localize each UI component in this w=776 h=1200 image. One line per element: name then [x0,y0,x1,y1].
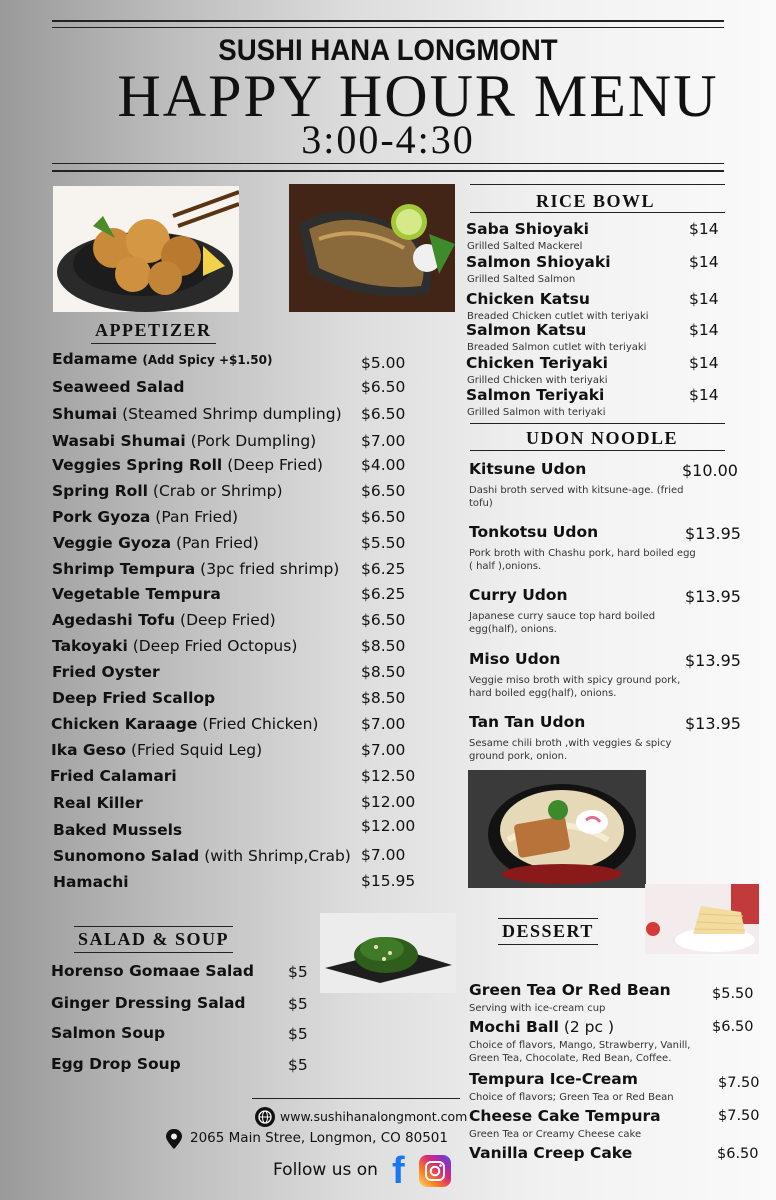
rice-bowl-item [466,386,604,404]
appetizer-item [52,432,316,450]
rice-bowl-top-rule [470,184,725,185]
appetizer-item [52,482,283,500]
item-name: Ika Geso [51,741,127,759]
appetizer-item [52,585,221,603]
item-price: $7.50 [718,1108,760,1124]
appetizer-item [51,741,262,759]
item-price: $7.00 [361,715,406,733]
item-price: $12.50 [361,767,416,785]
rice-bowl-item [466,354,608,372]
top-rule-thin [52,27,724,28]
item-note: (Pan Fried) [175,534,259,552]
item-description: Choice of flavors, Mango, Strawberry, Vanill, Green Tea, Chocolate, Red Bean, Coffee. [469,1040,691,1064]
rice-bowl-item [466,290,590,308]
appetizer-item [52,378,184,396]
item-price: $14 [689,321,719,339]
udon-item [469,586,568,604]
item-price: $8.50 [361,689,406,707]
item-description: Veggie miso broth with spicy ground pork, hard boiled egg(half), onions. [469,675,681,699]
item-price: $6.50 [361,482,406,500]
appetizer-item [52,456,323,474]
item-description: Breaded Chicken cutlet with teriyaki [467,311,649,322]
dessert-item [469,1018,614,1036]
item-description: Sesame chili broth ,with veggies & spicy ground pork, onion. [469,738,672,762]
item-price: $6.50 [717,1146,759,1162]
item-name: Miso Udon [469,650,561,668]
appetizer-item [53,821,182,839]
item-name: Edamame [52,350,138,368]
item-price: $10.00 [682,461,738,480]
address: 2065 Main Stree, Longmon, CO 80501 [190,1130,448,1146]
item-name: Mochi Ball [469,1018,559,1036]
item-price: $13.95 [685,587,741,606]
item-price: $5 [288,1056,308,1074]
item-name: Deep Fried Scallop [52,689,216,707]
item-price: $5 [288,963,308,981]
appetizer-item [51,715,318,733]
item-note: (Deep Fried) [227,456,323,474]
salad-soup-item [51,994,246,1012]
item-name: Agedashi Tofu [52,611,176,629]
appetizer-item [53,873,129,891]
karaage-photo [53,186,239,312]
rice-bowl-heading: RICE BOWL [536,191,656,211]
dessert-item [469,1107,661,1125]
item-description: Grilled Salted Salmon [467,274,576,285]
item-price: $6.50 [361,378,406,396]
dessert-item [469,1070,638,1088]
item-note: (Crab or Shrimp) [152,482,283,500]
item-note: (with Shrimp,Crab) [204,847,351,865]
item-price: $12.00 [361,793,416,811]
item-price: $13.95 [685,651,741,670]
udon-item [469,713,585,731]
item-price: $7.00 [361,846,406,864]
appetizer-item [52,405,342,423]
item-note: (Pan Fried) [155,508,239,526]
udon-bottom-rule [470,450,725,451]
appetizer-item [52,508,238,526]
globe-icon [255,1107,275,1127]
salad-soup-item [51,1055,181,1073]
item-name: Fried Oyster [52,663,160,681]
location-pin-icon [164,1128,184,1150]
rice-bowl-item [466,220,589,238]
appetizer-item [52,689,215,707]
item-price: $14 [689,354,719,372]
item-description: Grilled Chicken with teriyaki [467,375,608,386]
item-name: Ginger Dressing Salad [51,994,246,1012]
udon-item [469,460,586,478]
udon-item [469,650,560,668]
item-price: $13.95 [685,714,741,733]
top-rule [52,20,724,22]
item-name: Shrimp Tempura [52,560,196,578]
item-name: Shumai [52,405,118,423]
item-name: Salmon Katsu [466,321,587,339]
item-name: Hamachi [53,873,129,891]
item-price: $13.95 [685,524,741,543]
item-price: $5 [288,1025,308,1043]
happy-hour-time: 3:00-4:30 [301,117,475,162]
item-name: Fried Calamari [50,767,177,785]
item-price: $14 [689,220,719,238]
item-name: Veggies Spring Roll [52,456,223,474]
restaurant-name: SUSHI HANA LONGMONT [218,34,558,67]
item-name: Sunomono Salad [53,847,200,865]
item-name: Vanilla Creep Cake [469,1144,633,1162]
item-name: Tempura Ice-Cream [469,1070,638,1088]
appetizer-heading: APPETIZER [95,320,212,341]
item-name: Salmon Teriyaki [466,386,605,404]
appetizer-item [52,350,272,368]
appetizer-item [52,560,339,578]
salad-soup-item [51,962,254,980]
appetizer-item [53,794,143,812]
item-price: $14 [689,386,719,404]
item-description: Japanese curry sauce top hard boiled egg(half), onions. [469,611,656,635]
item-description: Serving with ice-cream cup [469,1003,606,1014]
item-name: Tonkotsu Udon [469,523,599,541]
item-name: Veggie Gyoza [53,534,172,552]
item-name: Vegetable Tempura [52,585,221,603]
item-note: (3pc fried shrimp) [200,560,340,578]
item-name: Spring Roll [52,482,148,500]
item-note: (Deep Fried) [180,611,276,629]
saba-photo [289,184,455,312]
item-name: Cheese Cake Tempura [469,1107,661,1125]
item-name: Horenso Gomaae Salad [51,962,254,980]
item-price: $5.00 [361,354,406,372]
item-note: (Pork Dumpling) [190,432,317,450]
udon-top-rule [470,423,725,424]
item-name: Tan Tan Udon [469,713,586,731]
item-description: Grilled Salmon with teriyaki [467,407,606,418]
header-bottom-rule-thick [52,170,724,172]
item-name: Salmon Shioyaki [466,253,611,271]
item-name: Pork Gyoza [52,508,151,526]
item-price: $6.25 [361,585,406,603]
item-price: $7.00 [361,741,406,759]
item-price: $7.50 [718,1075,760,1091]
item-price: $6.50 [361,508,406,526]
item-price: $15.95 [361,872,416,890]
footer-rule [252,1098,460,1099]
item-price: $14 [689,253,719,271]
item-note: (Fried Chicken) [202,715,319,733]
item-price: $5.50 [361,534,406,552]
appetizer-item [52,611,276,629]
crepe-cake-photo [645,884,759,954]
udon-item [469,523,598,541]
item-note: (Fried Squid Leg) [130,741,263,759]
horenso-photo [320,913,456,993]
item-price: $6.25 [361,560,406,578]
item-name: Real Killer [53,794,143,812]
item-description: Dashi broth served with kitsune-age. (fried tofu) [469,485,684,509]
item-note: (Add Spicy +$1.50) [142,353,273,367]
item-price: $5.50 [712,986,754,1002]
menu-title: HAPPY HOUR MENU [117,63,719,129]
item-name: Chicken Katsu [466,290,590,308]
item-price: $5 [288,995,308,1013]
item-description: Choice of flavors; Green Tea or Red Bean [469,1092,674,1103]
dessert-item [469,981,671,999]
item-name: Baked Mussels [53,821,183,839]
item-name: Saba Shioyaki [466,220,589,238]
dessert-item [469,1144,632,1162]
item-price: $6.50 [361,405,406,423]
dessert-heading: DESSERT [502,921,594,942]
item-price: $6.50 [361,611,406,629]
item-name: Salmon Soup [51,1024,166,1042]
website-link[interactable]: www.sushihanalongmont.com [280,1109,468,1124]
rice-bowl-bottom-rule [470,212,725,213]
instagram-icon[interactable] [419,1155,451,1187]
rice-bowl-item [466,321,586,339]
item-name: Chicken Karaage [51,715,198,733]
rice-bowl-item [466,253,611,271]
item-name: Egg Drop Soup [51,1055,181,1073]
item-name: Kitsune Udon [469,460,587,478]
item-description: Breaded Salmon cutlet with teriyaki [467,342,647,353]
item-name: Green Tea Or Red Bean [469,981,671,999]
item-name: Takoyaki [52,637,128,655]
appetizer-item [53,534,259,552]
item-note: (Deep Fried Octopus) [132,637,298,655]
item-name: Wasabi Shumai [52,432,186,450]
appetizer-item [52,637,297,655]
header-bottom-rule [52,163,724,164]
item-price: $6.50 [712,1019,754,1035]
item-note: (2 pc ) [563,1018,615,1036]
appetizer-item [53,847,351,865]
item-description: Grilled Salted Mackerel [467,241,583,252]
item-price: $14 [689,290,719,308]
item-description: Green Tea or Creamy Cheese cake [469,1129,642,1140]
item-price: $8.50 [361,663,406,681]
item-price: $8.50 [361,637,406,655]
udon-photo [468,770,646,888]
salad-soup-heading: SALAD & SOUP [78,929,229,950]
item-name: Seaweed Salad [52,378,185,396]
item-note: (Steamed Shrimp dumpling) [122,405,342,423]
item-price: $7.00 [361,432,406,450]
udon-heading: UDON NOODLE [526,428,679,448]
appetizer-item [50,767,177,785]
item-name: Curry Udon [469,586,568,604]
follow-us-label: Follow us on [273,1160,378,1180]
item-price: $12.00 [361,817,416,835]
appetizer-item [52,663,160,681]
item-description: Pork broth with Chashu pork, hard boiled egg ( half ),onions. [469,548,696,572]
item-price: $4.00 [361,456,406,474]
salad-soup-item [51,1024,165,1042]
item-name: Chicken Teriyaki [466,354,608,372]
facebook-icon[interactable]: f [392,1150,405,1192]
